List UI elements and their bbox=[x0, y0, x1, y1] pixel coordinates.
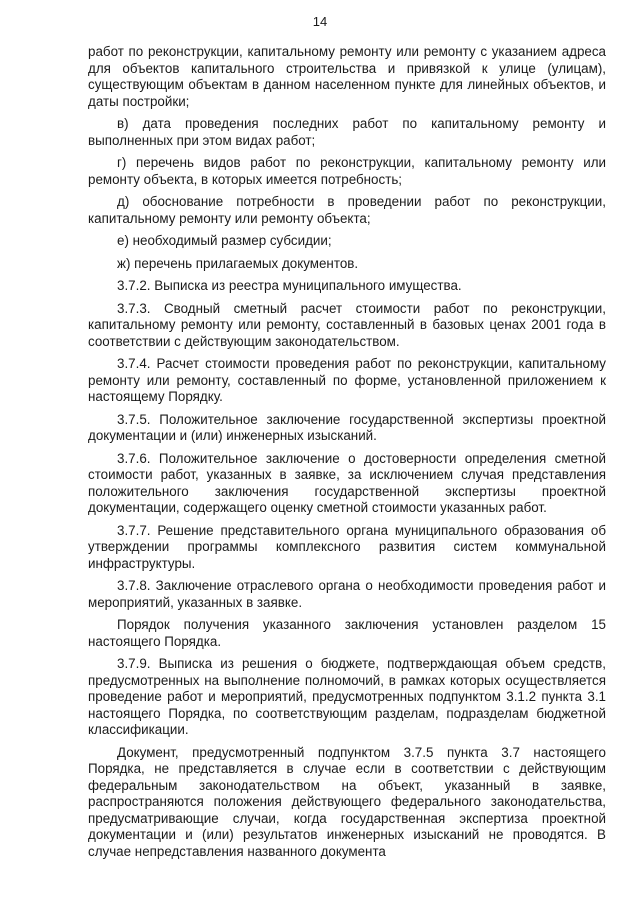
paragraph-3-7-6: 3.7.6. Положительное заключение о достоверности определения сметной стоимости работ, указанных в заявке, за исключением случая представления положительного заключения государственной экспертизы проектной документации, содержащего оценку сметной стоимости указанных работ. bbox=[88, 450, 606, 515]
paragraph-3-7-4: 3.7.4. Расчет стоимости проведения работ по реконструкции, капитальному ремонту или ремонту, составленный по форме, установленной приложением к настоящему Порядку. bbox=[88, 356, 606, 404]
paragraph-document-exception: Документ, предусмотренный подпунктом 3.7.5 пункта 3.7 настоящего Порядка, не представляется в случае если в соответствии с действующим федеральным законодательством на объект, указанный в заявке, распространяются положения действующего федерального законодательства, предусматривающие случаи, когда государственная экспертиза проектной документации и (или) результатов инженерных изысканий не проводятся. В случае непредставления названного документа bbox=[88, 744, 606, 859]
document-body bbox=[88, 44, 606, 860]
paragraph-3-7-7: 3.7.7. Решение представительного органа муниципального образования об утверждении программы комплексного развития систем коммунальной инфраструктуры. bbox=[88, 522, 606, 571]
paragraph-3-7-8: 3.7.8. Заключение отраслевого органа о необходимости проведения работ и мероприятий, указанных в заявке. bbox=[88, 578, 606, 610]
page-number: 14 bbox=[312, 14, 328, 29]
paragraph-conclusion-order: Порядок получения указанного заключения установлен разделом 15 настоящего Порядка. bbox=[88, 617, 606, 649]
paragraph-3-7-9: 3.7.9. Выписка из решения о бюджете, подтверждающая объем средств, предусмотренных на выполнение полномочий, в рамках которых осуществляется проведение работ и мероприятий, предусмотренных подпунктом 3.1.2 пункта 3.1 настоящего Порядка, по соответствующим разделам, подразделам бюджетной классификации. bbox=[88, 656, 606, 737]
paragraph-item-d: д) обоснование потребности в проведении работ по реконструкции, капитальному ремонту или ремонту объекта; bbox=[88, 194, 606, 226]
paragraph-item-zh: ж) перечень прилагаемых документов. bbox=[117, 255, 359, 271]
paragraph-item-v: в) дата проведения последних работ по капитальному ремонту и выполненных при этом видах работ; bbox=[88, 116, 606, 148]
paragraph-3-7-3: 3.7.3. Сводный сметный расчет стоимости работ по реконструкции, капитальному ремонту или ремонту, составленный в базовых ценах 2001 года в соответствии с действующим законодательством. bbox=[88, 300, 606, 349]
paragraph-3-7-2: 3.7.2. Выписка из реестра муниципального имущества. bbox=[117, 278, 462, 293]
paragraph-item-e: е) необходимый размер субсидии; bbox=[117, 233, 332, 248]
paragraph-3-7-5: 3.7.5. Положительное заключение государственной экспертизы проектной документации и (или) инженерных изысканий. bbox=[88, 411, 606, 443]
paragraph-item-g: г) перечень видов работ по реконструкции, капитальному ремонту или ремонту объекта, в которых имеется потребность; bbox=[88, 155, 606, 187]
paragraph-continuation: работ по реконструкции, капитальному ремонту или ремонту с указанием адреса для объектов капитального строительства и привязкой к улице (улицам), существующим объектам в данном населенном пункте для линейных объектов, и даты постройки; bbox=[88, 44, 606, 109]
